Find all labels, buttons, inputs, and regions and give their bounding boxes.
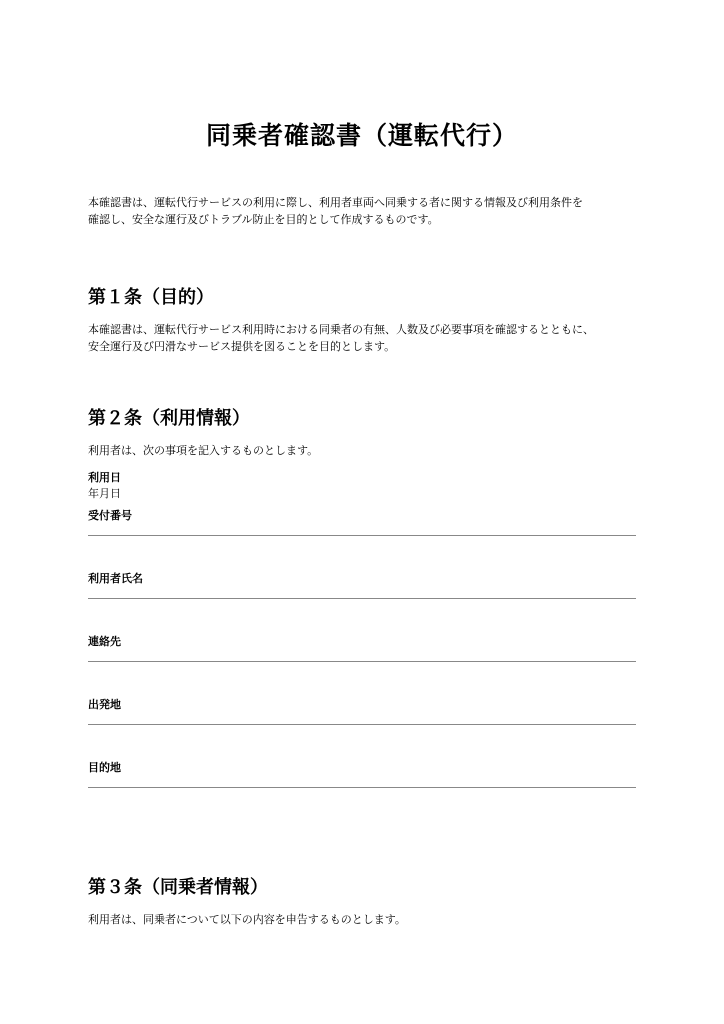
reception-number-underline[interactable] [88,535,636,536]
section-1-body [88,321,636,355]
form-field-list [88,470,636,823]
document-title: 同乗者確認書（運転代行） [205,121,518,150]
contact-label: 連絡先 [88,635,121,648]
contact-underline[interactable] [88,661,636,662]
section-1-heading: 第１条（目的） [88,287,214,308]
departure-field[interactable] [88,697,636,760]
contact-field[interactable] [88,634,636,697]
intro-paragraph [88,194,636,228]
user-name-underline[interactable] [88,598,636,599]
use-date-label: 利用日 [88,471,121,484]
user-name-label: 利用者氏名 [88,572,143,585]
intro-line: 本確認書は、運転代行サービスの利用に際し、利用者車両へ同乗する者に関する情報及び利用条件を [88,196,583,209]
use-date-value[interactable]: 年月日 [88,487,121,500]
reception-number-label: 受付番号 [88,509,132,522]
section-2-heading: 第２条（利用情報） [88,408,250,429]
section-3-heading: 第３条（同乗者情報） [88,877,268,898]
departure-label: 出発地 [88,698,121,711]
section-1-body-line: 本確認書は、運転代行サービス利用時における同乗者の有無、人数及び必要事項を確認するとともに、 [88,323,594,336]
reception-number-field[interactable] [88,508,636,571]
section-3-body: 利用者は、同乗者について以下の内容を申告するものとします。 [88,913,406,926]
departure-underline[interactable] [88,724,636,725]
destination-label: 目的地 [88,761,121,774]
user-name-field[interactable] [88,571,636,634]
use-date-field[interactable] [88,470,636,508]
section-2-body: 利用者は、次の事項を記入するものとします。 [88,444,319,457]
destination-underline[interactable] [88,787,636,788]
intro-line: 確認し、安全な運行及びトラブル防止を目的として作成するものです。 [88,213,439,226]
destination-field[interactable] [88,760,636,823]
section-1-body-line: 安全運行及び円滑なサービス提供を図ることを目的とします。 [88,340,396,353]
